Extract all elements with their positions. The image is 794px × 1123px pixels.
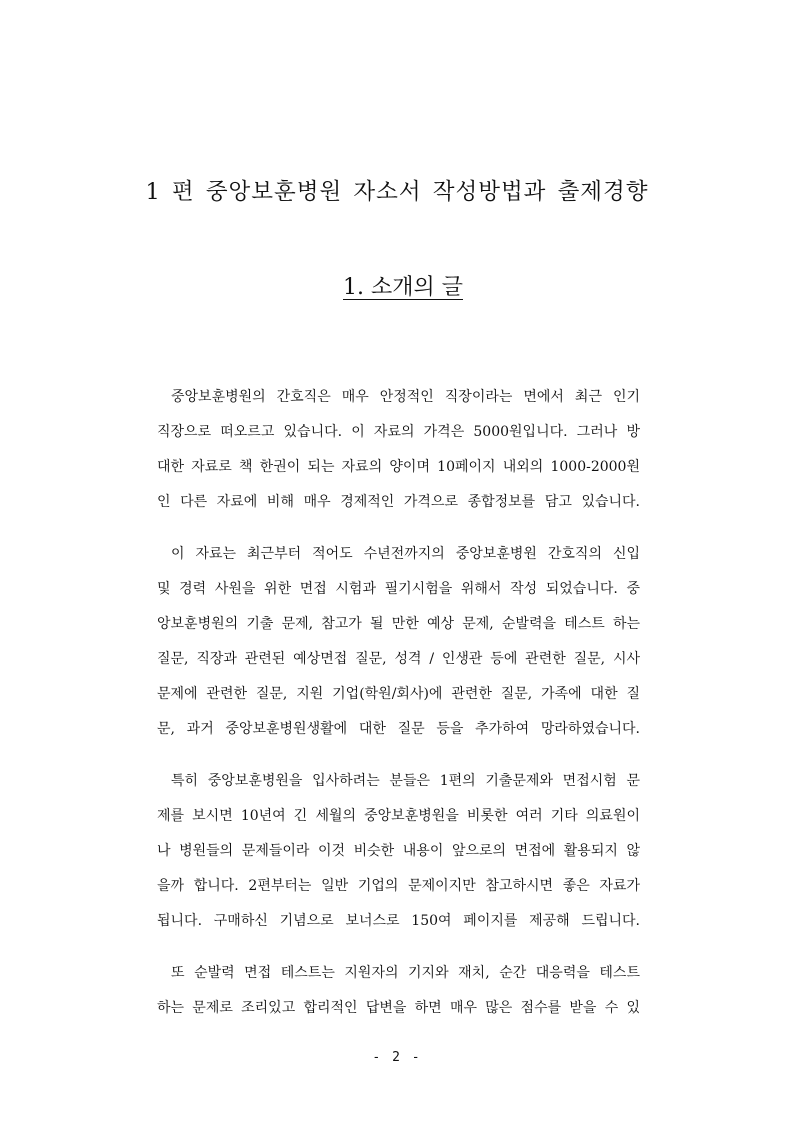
- paragraph-gap: [157, 939, 640, 956]
- part-title: 1 편 중앙보훈병원 자소서 작성방법과 출제경향: [145, 179, 649, 205]
- paragraph: [157, 956, 640, 1026]
- text-line: 인 다른 자료에 비해 매우 경제적인 가격으로 종합정보를 담고 있습니다.: [157, 494, 640, 510]
- paragraph: [157, 764, 640, 939]
- text-line: 특히 중앙보훈병원을 입사하려는 분들은 1편의 기출문제와 면접시험 문: [171, 773, 640, 789]
- text-line: 중앙보훈병원의 간호직은 매우 안정적인 직장이라는 면에서 최근 인기: [171, 389, 640, 405]
- text-line: 제를 보시면 10년여 긴 세월의 중앙보훈병원을 비롯한 여러 기타 의료원이: [157, 808, 640, 824]
- text-line: 및 경력 사원을 위한 면접 시험과 필기시험을 위해서 작성 되었습니다. 중: [157, 581, 640, 597]
- body-text: [157, 380, 640, 1026]
- text-line: 문제에 관련한 질문, 지원 기업(학원/회사)에 관련한 질문, 가족에 대한 질: [157, 686, 640, 702]
- text-line: 질문, 직장과 관련된 예상면접 질문, 성격 / 인생관 등에 관련한 질문, 시사: [157, 651, 640, 667]
- text-line: 됩니다. 구매하신 기념으로 보너스로 150여 페이지를 제공해 드립니다.: [157, 913, 640, 929]
- text-line: 문, 과거 중앙보훈병원생활에 대한 질문 등을 추가하여 망라하였습니다.: [157, 721, 640, 737]
- section-title-text: 1. 소개의 글: [343, 275, 463, 300]
- section-title: [0, 270, 794, 301]
- paragraph: [157, 537, 640, 747]
- page-number: - 2 -: [372, 1050, 422, 1065]
- text-line: 하는 문제로 조리있고 합리적인 답변을 하면 매우 많은 점수를 받을 수 있: [157, 1000, 640, 1016]
- text-line: 또 순발력 면접 테스트는 지원자의 기지와 재치, 순간 대응력을 테스트: [171, 965, 640, 981]
- paragraph-gap: [157, 747, 640, 764]
- text-line: 을까 합니다. 2편부터는 일반 기업의 문제이지만 참고하시면 좋은 자료가: [157, 878, 640, 894]
- text-line: 대한 자료로 책 한권이 되는 자료의 양이며 10페이지 내외의 1000-2000원: [157, 459, 640, 475]
- text-line: 나 병원들의 문제들이라 이것 비슷한 내용이 앞으로의 면접에 활용되지 않: [157, 843, 640, 859]
- text-line: 이 자료는 최근부터 적어도 수년전까지의 중앙보훈병원 간호직의 신입: [171, 546, 640, 562]
- paragraph: [157, 380, 640, 520]
- text-line: 앙보훈병원의 기출 문제, 참고가 될 만한 예상 문제, 순발력을 테스트 하는: [157, 616, 640, 632]
- text-line: 직장으로 떠오르고 있습니다. 이 자료의 가격은 5000원입니다. 그러나 방: [157, 424, 640, 440]
- paragraph-gap: [157, 520, 640, 537]
